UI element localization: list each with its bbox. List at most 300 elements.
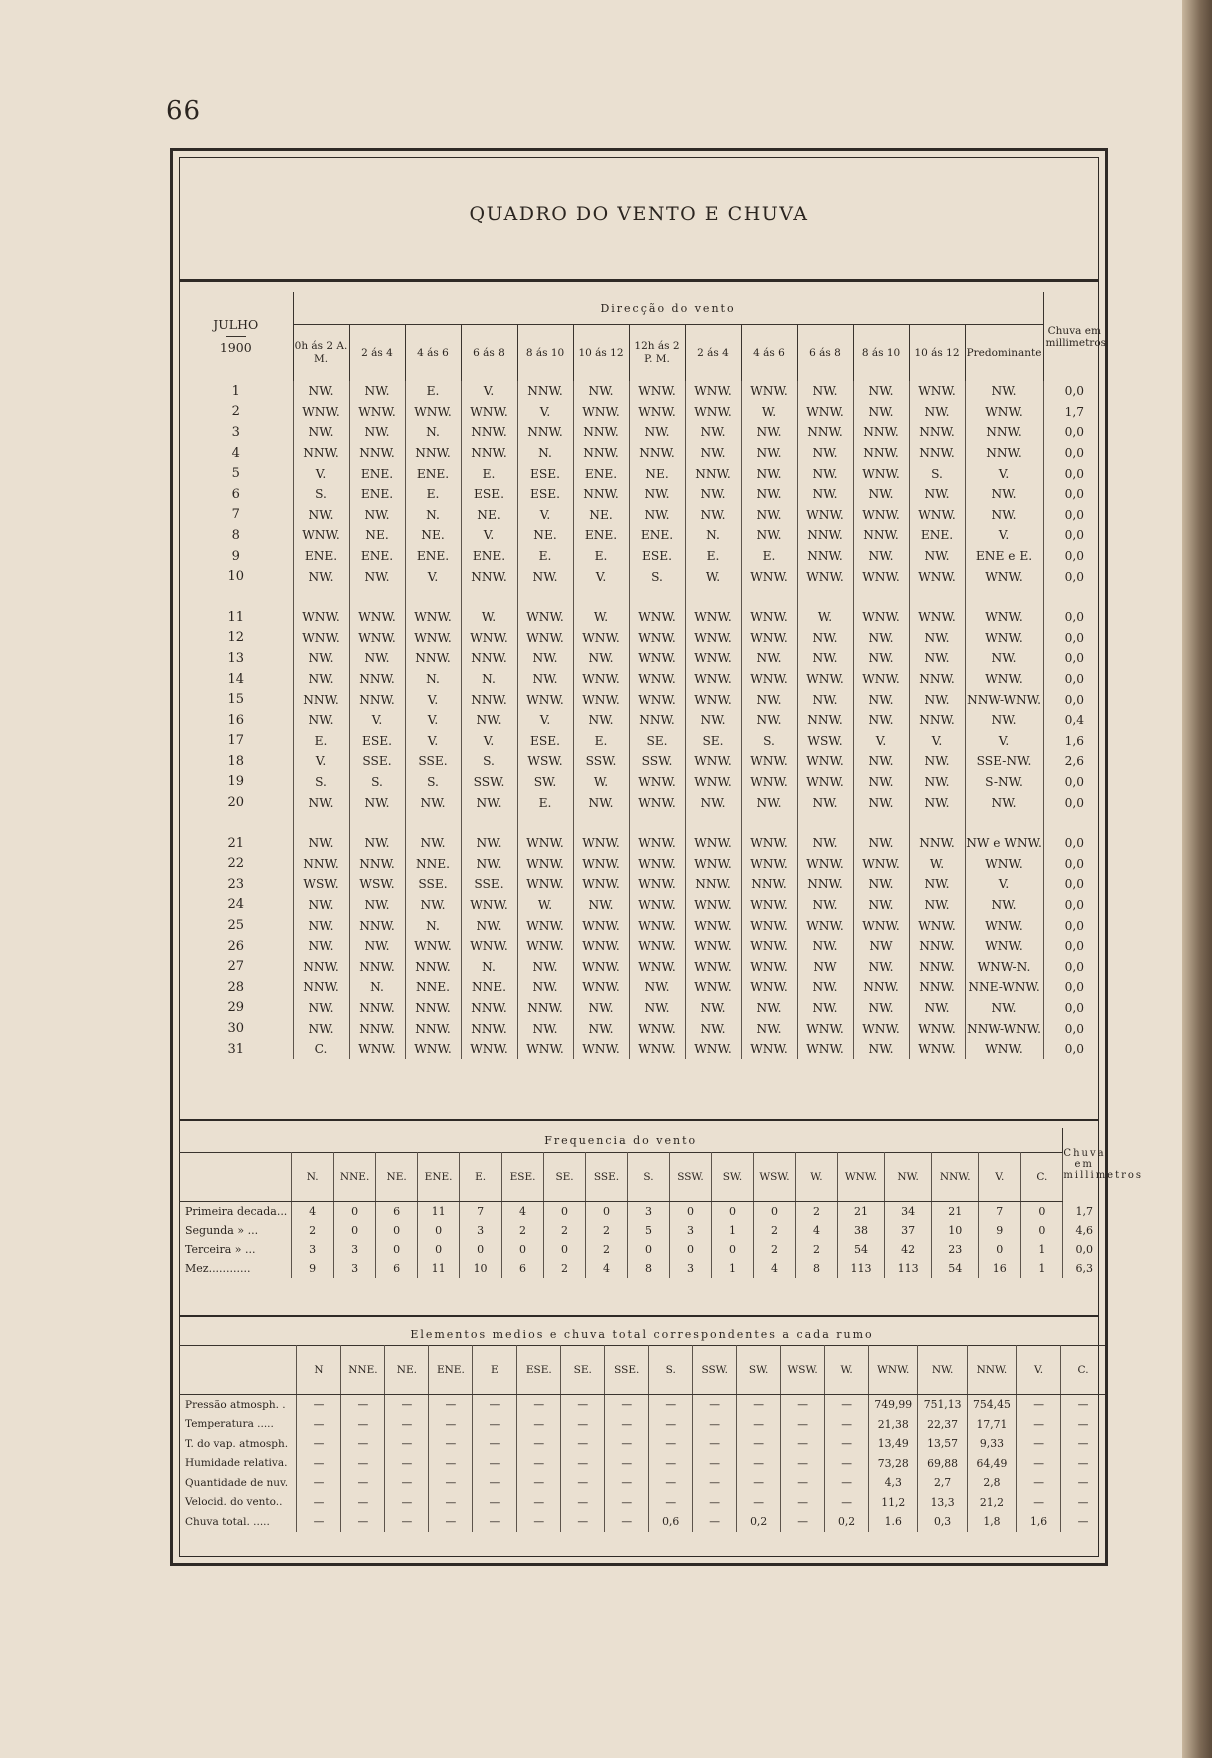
wind-direction-cell: E. <box>293 731 349 752</box>
day-number: 11 <box>179 607 293 628</box>
means-value: — <box>737 1395 781 1415</box>
spacer-cell <box>461 813 517 833</box>
rain-value: 0,0 <box>1064 918 1084 933</box>
frequency-count: 0 <box>418 1240 460 1259</box>
frequency-count: 37 <box>885 1221 932 1240</box>
wind-direction-cell: V. <box>349 710 405 731</box>
means-value: — <box>737 1493 781 1513</box>
day-number: 27 <box>179 956 293 977</box>
predominant-direction: NW. <box>965 792 1043 813</box>
means-value: 21,2 <box>967 1493 1016 1513</box>
wind-direction-cell: NW. <box>293 669 349 690</box>
rain-value: 0,0 <box>1064 672 1084 687</box>
wind-direction-cell: ENE. <box>573 463 629 484</box>
wind-direction-cell: V. <box>461 525 517 546</box>
wind-direction-cell: NNW. <box>293 853 349 874</box>
time-column-header: 6 ás 8 <box>797 325 853 382</box>
wind-direction-cell: V. <box>853 731 909 752</box>
frequency-count: 3 <box>670 1259 712 1278</box>
frequency-rain-header: Chuva em millimetros <box>1063 1148 1144 1182</box>
means-value: — <box>561 1493 605 1513</box>
wind-direction-cell: NW. <box>797 936 853 957</box>
wind-direction-cell: WNW. <box>741 607 797 628</box>
wind-direction-cell: WNW. <box>629 1039 685 1060</box>
wind-direction-cell: WNW. <box>573 402 629 423</box>
wind-direction-cell: WNW. <box>797 853 853 874</box>
wind-direction-cell: NW. <box>293 792 349 813</box>
wind-direction-cell: WNW. <box>685 977 741 998</box>
predominant-direction: V. <box>965 731 1043 752</box>
month-header <box>179 292 293 381</box>
means-value: 0,3 <box>918 1512 967 1532</box>
predominant-direction: V. <box>965 463 1043 484</box>
predominant-direction: NW. <box>965 710 1043 731</box>
wind-direction-cell: NW. <box>349 566 405 587</box>
means-direction-header: ENE. <box>429 1346 473 1395</box>
wind-direction-cell: NW. <box>909 402 965 423</box>
wind-direction-cell: NW. <box>909 792 965 813</box>
means-value: — <box>429 1415 473 1435</box>
frequency-count: 4 <box>795 1221 837 1240</box>
spacer-cell <box>1043 587 1105 607</box>
frequency-direction-header: NNW. <box>932 1153 979 1202</box>
rain-value: 0,0 <box>1064 877 1084 892</box>
wind-direction-cell: NE. <box>573 505 629 526</box>
means-value: 22,37 <box>918 1415 967 1435</box>
means-value: 17,71 <box>967 1415 1016 1435</box>
spacer-cell <box>853 813 909 833</box>
book-spine <box>1182 0 1212 1758</box>
wind-direction-cell: ENE. <box>349 546 405 567</box>
frequency-count: 7 <box>979 1202 1021 1222</box>
wind-direction-cell: NW. <box>573 998 629 1019</box>
day-row <box>179 833 1105 854</box>
frequency-label-header <box>179 1153 292 1202</box>
means-value: — <box>605 1395 649 1415</box>
predominant-direction: V. <box>965 525 1043 546</box>
frequency-count: 9 <box>979 1221 1021 1240</box>
means-value: — <box>561 1454 605 1474</box>
means-value: — <box>341 1434 385 1454</box>
wind-direction-cell: WNW. <box>797 566 853 587</box>
wind-direction-cell: NW. <box>909 628 965 649</box>
wind-direction-cell: N. <box>349 977 405 998</box>
frequency-count: 0 <box>711 1240 753 1259</box>
wind-direction-cell: NW. <box>349 422 405 443</box>
means-value: — <box>297 1512 341 1532</box>
wind-direction-cell: ENE. <box>461 546 517 567</box>
day-row <box>179 1039 1105 1060</box>
wind-direction-cell: WNW. <box>909 915 965 936</box>
predominant-direction: NNW. <box>965 443 1043 464</box>
wind-direction-cell: NW. <box>629 977 685 998</box>
wind-direction-cell: NW. <box>461 853 517 874</box>
rain-value: 2,6 <box>1064 754 1084 769</box>
spacer-cell <box>797 813 853 833</box>
wind-direction-cell: NNW. <box>293 443 349 464</box>
wind-direction-cell: NW. <box>797 381 853 402</box>
wind-direction-cell: WNW. <box>909 1039 965 1060</box>
day-row <box>179 853 1105 874</box>
frequency-count: 9 <box>292 1259 334 1278</box>
wind-direction-cell: NW. <box>293 505 349 526</box>
wind-direction-cell: WNW. <box>461 1039 517 1060</box>
rain-value: 0,0 <box>1064 384 1084 399</box>
wind-direction-cell: WNW. <box>685 895 741 916</box>
day-number: 5 <box>179 463 293 484</box>
frequency-count: 7 <box>460 1202 502 1222</box>
frequency-count: 1 <box>711 1221 753 1240</box>
spacer-cell <box>461 587 517 607</box>
wind-direction-cell: WNW. <box>629 853 685 874</box>
wind-direction-cell: NW. <box>853 484 909 505</box>
frequency-count: 1 <box>1021 1240 1063 1259</box>
wind-direction-cell: V. <box>461 731 517 752</box>
spacer-cell <box>179 813 293 833</box>
means-value: — <box>1017 1434 1061 1454</box>
spacer-cell <box>797 587 853 607</box>
rain-value: 0,0 <box>1064 795 1084 810</box>
wind-direction-cell: NNW. <box>461 648 517 669</box>
wind-direction-cell: WNW. <box>517 833 573 854</box>
daily-wind-table <box>179 292 1105 1059</box>
spacer-cell <box>909 587 965 607</box>
frequency-count: 34 <box>885 1202 932 1222</box>
wind-direction-cell: V. <box>405 731 461 752</box>
frequency-count: 4 <box>753 1259 795 1278</box>
frequency-count: 2 <box>502 1221 544 1240</box>
wind-direction-cell: SSE. <box>461 874 517 895</box>
wind-direction-cell: NE. <box>405 525 461 546</box>
rain-value: 0,0 <box>1064 425 1084 440</box>
wind-direction-cell: NW. <box>853 546 909 567</box>
wind-direction-cell: WNW. <box>909 381 965 402</box>
daily-body <box>179 381 1105 1059</box>
wind-direction-cell: V. <box>517 505 573 526</box>
wind-direction-cell: WNW. <box>853 463 909 484</box>
means-row-label: Chuva total. ..... <box>179 1512 297 1532</box>
day-number: 17 <box>179 731 293 752</box>
frequency-count: 5 <box>628 1221 670 1240</box>
means-value: — <box>473 1434 517 1454</box>
wind-direction-cell: S. <box>293 484 349 505</box>
wind-direction-cell: WNW. <box>461 895 517 916</box>
means-direction-header: NNE. <box>341 1346 385 1395</box>
wind-direction-cell: ESE. <box>461 484 517 505</box>
wind-direction-cell: NNW. <box>853 977 909 998</box>
day-row <box>179 731 1105 752</box>
means-direction-header: S. <box>649 1346 693 1395</box>
wind-direction-cell: NW. <box>741 422 797 443</box>
wind-direction-cell: NNW. <box>293 977 349 998</box>
means-value: — <box>385 1434 429 1454</box>
frequency-count: 16 <box>979 1259 1021 1278</box>
wind-direction-cell: V. <box>405 566 461 587</box>
means-value: — <box>561 1512 605 1532</box>
wind-direction-cell: NNW. <box>461 1018 517 1039</box>
spacer-cell <box>685 587 741 607</box>
predominant-direction: WNW. <box>965 607 1043 628</box>
wind-direction-cell: N. <box>405 422 461 443</box>
frequency-count: 1 <box>711 1259 753 1278</box>
wind-direction-cell: NW. <box>405 895 461 916</box>
predominant-direction: WNW. <box>965 566 1043 587</box>
day-number: 1 <box>179 381 293 402</box>
means-value: — <box>781 1415 825 1435</box>
wind-direction-cell: WNW. <box>741 895 797 916</box>
wind-direction-cell: ENE. <box>629 525 685 546</box>
wind-direction-cell: WNW. <box>797 915 853 936</box>
wind-direction-cell: NE. <box>629 463 685 484</box>
means-value: — <box>341 1493 385 1513</box>
frequency-count: 2 <box>544 1259 586 1278</box>
wind-direction-cell: NW. <box>909 895 965 916</box>
frequency-count: 10 <box>932 1221 979 1240</box>
wind-direction-cell: NW. <box>741 689 797 710</box>
wind-direction-cell: S. <box>461 751 517 772</box>
means-value: — <box>561 1434 605 1454</box>
means-row <box>179 1454 1105 1474</box>
spacer-cell <box>405 813 461 833</box>
wind-direction-cell: WSW. <box>349 874 405 895</box>
frequency-count: 0 <box>670 1240 712 1259</box>
predominant-direction: WNW. <box>965 402 1043 423</box>
day-number: 9 <box>179 546 293 567</box>
wind-direction-cell: SSW. <box>573 751 629 772</box>
wind-direction-cell: NW. <box>349 648 405 669</box>
rain-value: 0,0 <box>1064 774 1084 789</box>
wind-direction-cell: NW. <box>909 751 965 772</box>
wind-direction-cell: NNE. <box>405 977 461 998</box>
means-value: — <box>341 1395 385 1415</box>
wind-direction-cell: WNW. <box>909 505 965 526</box>
wind-direction-cell: NE. <box>517 525 573 546</box>
frequency-count: 2 <box>586 1221 628 1240</box>
spacer-cell <box>965 587 1043 607</box>
wind-direction-cell: WNW. <box>685 402 741 423</box>
wind-direction-cell: NNE. <box>461 977 517 998</box>
rain-value: 1,7 <box>1064 404 1084 419</box>
wind-direction-cell: NNW. <box>909 669 965 690</box>
wind-direction-cell: ENE. <box>573 525 629 546</box>
wind-direction-cell: V. <box>517 710 573 731</box>
wind-direction-cell: NW. <box>741 648 797 669</box>
wind-direction-cell: NW. <box>293 648 349 669</box>
means-value: 0,6 <box>649 1512 693 1532</box>
frequency-count: 2 <box>795 1202 837 1222</box>
wind-direction-cell: WNW. <box>517 607 573 628</box>
frequency-section-label: Frequencia do vento <box>179 1128 1063 1153</box>
wind-direction-cell: NW. <box>685 998 741 1019</box>
wind-direction-cell: NNW. <box>349 853 405 874</box>
wind-direction-cell: WNW. <box>741 936 797 957</box>
means-value: — <box>1077 1398 1089 1412</box>
wind-direction-cell: NW. <box>629 998 685 1019</box>
frequency-count: 38 <box>837 1221 884 1240</box>
wind-direction-cell: NW. <box>741 484 797 505</box>
frequency-count: 0 <box>1021 1221 1063 1240</box>
frequency-count: 8 <box>628 1259 670 1278</box>
wind-direction-cell: WNW. <box>573 669 629 690</box>
means-rule <box>179 1315 1099 1317</box>
wind-direction-cell: NW. <box>461 792 517 813</box>
wind-direction-cell: WNW. <box>629 1018 685 1039</box>
wind-direction-cell: WNW. <box>405 402 461 423</box>
day-number: 30 <box>179 1018 293 1039</box>
wind-direction-cell: WNW. <box>629 402 685 423</box>
wind-direction-cell: WNW. <box>461 628 517 649</box>
means-value: — <box>561 1415 605 1435</box>
rain-value: 0,0 <box>1064 836 1084 851</box>
wind-direction-cell: SSE. <box>405 874 461 895</box>
wind-direction-cell: WNW. <box>685 751 741 772</box>
day-number: 19 <box>179 772 293 793</box>
day-row <box>179 710 1105 731</box>
rain-value: 0,0 <box>1064 549 1084 564</box>
frequency-count: 6 <box>376 1259 418 1278</box>
frequency-direction-header: NNE. <box>334 1153 376 1202</box>
means-value: — <box>649 1415 693 1435</box>
wind-direction-cell: WNW. <box>573 853 629 874</box>
frequency-count: 11 <box>418 1202 460 1222</box>
predominant-direction: NW e WNW. <box>965 833 1043 854</box>
means-row <box>179 1434 1105 1454</box>
wind-direction-cell: N. <box>405 915 461 936</box>
day-number: 7 <box>179 505 293 526</box>
means-value: — <box>693 1434 737 1454</box>
means-value: — <box>297 1395 341 1415</box>
wind-direction-cell: NNW. <box>517 998 573 1019</box>
wind-direction-cell: NW. <box>909 484 965 505</box>
means-row-label: Pressão atmosph. . <box>179 1395 297 1415</box>
means-value: — <box>693 1395 737 1415</box>
wind-direction-cell: W. <box>741 402 797 423</box>
means-value: — <box>385 1395 429 1415</box>
day-number: 13 <box>179 648 293 669</box>
means-value: 13,49 <box>869 1434 918 1454</box>
means-value: — <box>693 1493 737 1513</box>
wind-direction-group-header: Direcção do vento <box>293 292 1043 325</box>
means-direction-header: V. <box>1017 1346 1061 1395</box>
means-value: — <box>1077 1417 1089 1431</box>
wind-direction-cell: WNW. <box>573 977 629 998</box>
means-row-label: Quantidade de nuv. <box>179 1473 297 1493</box>
means-direction-header: SSW. <box>693 1346 737 1395</box>
frequency-rain: 4,6 <box>1075 1224 1093 1237</box>
means-value: — <box>693 1415 737 1435</box>
wind-direction-cell: NW. <box>461 915 517 936</box>
wind-direction-cell: WNW. <box>293 628 349 649</box>
means-value: — <box>825 1473 869 1493</box>
wind-direction-cell: WNW. <box>909 1018 965 1039</box>
wind-direction-cell: NW. <box>741 792 797 813</box>
predominant-direction: WNW. <box>965 628 1043 649</box>
predominant-direction: S-NW. <box>965 772 1043 793</box>
wind-direction-cell: WNW. <box>741 381 797 402</box>
frequency-row-label: Segunda » ... <box>179 1221 292 1240</box>
wind-direction-cell: ENE. <box>909 525 965 546</box>
wind-direction-cell: E. <box>685 546 741 567</box>
day-number: 22 <box>179 853 293 874</box>
wind-direction-cell: WNW. <box>797 772 853 793</box>
wind-direction-cell: ESE. <box>349 731 405 752</box>
means-value: 64,49 <box>967 1454 1016 1474</box>
means-value: — <box>605 1493 649 1513</box>
time-column-header: Predominante <box>965 325 1043 382</box>
wind-direction-cell: NW. <box>741 1018 797 1039</box>
wind-direction-cell: WNW. <box>629 689 685 710</box>
predominant-direction: ENE e E. <box>965 546 1043 567</box>
month-label: JULHO <box>213 317 259 332</box>
wind-direction-cell: NW. <box>405 833 461 854</box>
wind-direction-cell: WNW. <box>573 628 629 649</box>
day-row <box>179 443 1105 464</box>
frequency-count: 0 <box>979 1240 1021 1259</box>
wind-direction-cell: NW. <box>797 833 853 854</box>
predominant-direction: NW. <box>965 484 1043 505</box>
wind-direction-cell: S. <box>909 463 965 484</box>
spacer-cell <box>629 587 685 607</box>
means-value: — <box>649 1473 693 1493</box>
frequency-count: 2 <box>544 1221 586 1240</box>
means-direction-header: NE. <box>385 1346 429 1395</box>
means-row-label: Humidade relativa. <box>179 1454 297 1474</box>
frequency-count: 2 <box>753 1221 795 1240</box>
means-direction-header: SSE. <box>605 1346 649 1395</box>
means-value: — <box>737 1473 781 1493</box>
means-value: — <box>825 1434 869 1454</box>
day-row <box>179 977 1105 998</box>
wind-direction-cell: NNW. <box>797 710 853 731</box>
wind-direction-cell: NW. <box>741 505 797 526</box>
means-body <box>179 1395 1105 1532</box>
day-row <box>179 915 1105 936</box>
frequency-count: 2 <box>292 1221 334 1240</box>
wind-direction-cell: NW. <box>853 628 909 649</box>
wind-direction-cell: NNW. <box>461 422 517 443</box>
wind-direction-cell: NW. <box>461 833 517 854</box>
rain-value: 0,0 <box>1064 980 1084 995</box>
rain-value: 0,0 <box>1064 856 1084 871</box>
time-column-header: 4 ás 6 <box>405 325 461 382</box>
wind-direction-cell: NW. <box>573 792 629 813</box>
time-column-header: 8 ás 10 <box>853 325 909 382</box>
frequency-direction-header: SW. <box>711 1153 753 1202</box>
wind-direction-cell: NW. <box>405 792 461 813</box>
wind-direction-cell: NNW. <box>405 1018 461 1039</box>
wind-direction-cell: NNW. <box>349 956 405 977</box>
means-value: 754,45 <box>967 1395 1016 1415</box>
means-value: — <box>473 1473 517 1493</box>
wind-direction-cell: WNW. <box>797 1018 853 1039</box>
wind-direction-cell: WNW. <box>741 853 797 874</box>
predominant-direction: NW. <box>965 648 1043 669</box>
frequency-count: 0 <box>1021 1202 1063 1222</box>
wind-direction-cell: ESE. <box>517 484 573 505</box>
frequency-count: 113 <box>885 1259 932 1278</box>
means-value: — <box>1017 1415 1061 1435</box>
means-direction-header: NW. <box>918 1346 967 1395</box>
means-value: — <box>1077 1476 1089 1490</box>
wind-direction-cell: NW. <box>797 463 853 484</box>
means-value: — <box>605 1512 649 1532</box>
day-row <box>179 956 1105 977</box>
means-value: — <box>737 1415 781 1435</box>
means-value: — <box>517 1434 561 1454</box>
table-frame <box>170 148 1144 1566</box>
day-row <box>179 936 1105 957</box>
wind-direction-cell: NNW. <box>573 443 629 464</box>
